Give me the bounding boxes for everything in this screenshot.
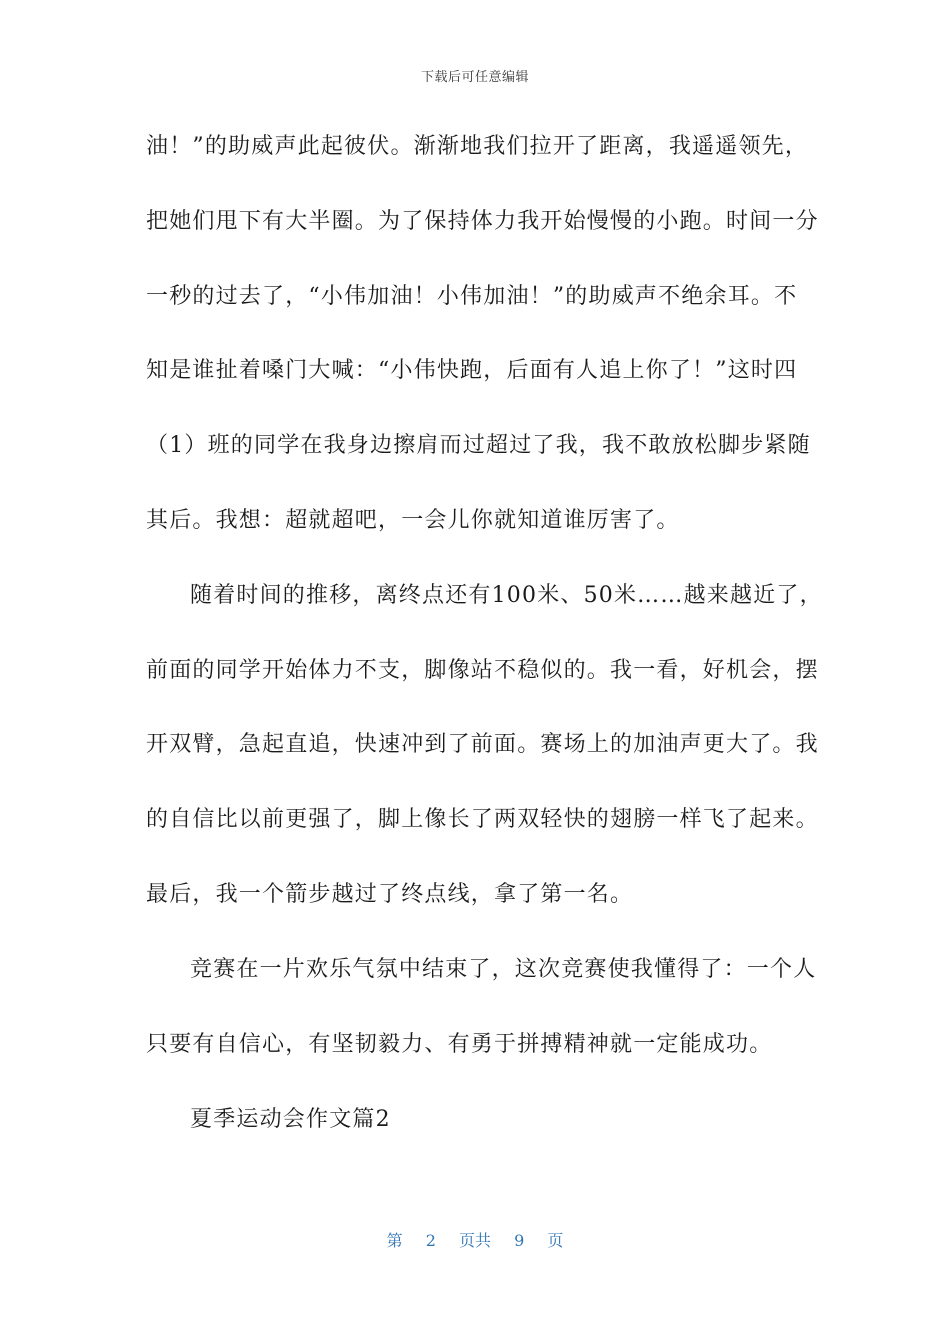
page-header: 下载后可任意编辑 — [420, 70, 529, 85]
text-line: 一秒的过去了，“小伟加油！小伟加油！”的助威声不绝余耳。不 — [146, 284, 798, 309]
text-line: 开双臂，急起直追，快速冲到了前面。赛场上的加油声更大了。我 — [146, 732, 819, 757]
text-line: 油！”的助威声此起彼伏。渐渐地我们拉开了距离，我遥遥领先， — [146, 134, 809, 159]
text-line: 把她们甩下有大半圈。为了保持体力我开始慢慢的小跑。时间一分 — [146, 209, 819, 234]
text-line: 其后。我想：超就超吧，一会儿你就知道谁厉害了。 — [146, 508, 680, 533]
text-line: （1）班的同学在我身边擦肩而过超过了我，我不敢放松脚步紧随 — [146, 433, 811, 458]
paragraph-first-line: 竞赛在一片欢乐气氛中结束了，这次竞赛使我懂得了：一个人 — [190, 957, 817, 982]
text-line: 前面的同学开始体力不支，脚像站不稳似的。我一看，好机会，摆 — [146, 658, 819, 683]
text-line: 知是谁扯着嗓门大喊：“小伟快跑，后面有人追上你了！”这时四 — [146, 358, 798, 383]
page-footer: 第 2 页共 9 页 — [386, 1231, 564, 1250]
section-heading: 夏季运动会作文篇2 — [190, 1107, 391, 1132]
text-line: 的自信比以前更强了，脚上像长了两双轻快的翅膀一样飞了起来。 — [146, 807, 819, 832]
paragraph-first-line: 随着时间的推移，离终点还有100米、50米……越来越近了， — [190, 583, 823, 608]
text-line: 最后，我一个箭步越过了终点线，拿了第一名。 — [146, 882, 634, 907]
text-line: 只要有自信心，有坚韧毅力、有勇于拼搏精神就一定能成功。 — [146, 1032, 773, 1057]
